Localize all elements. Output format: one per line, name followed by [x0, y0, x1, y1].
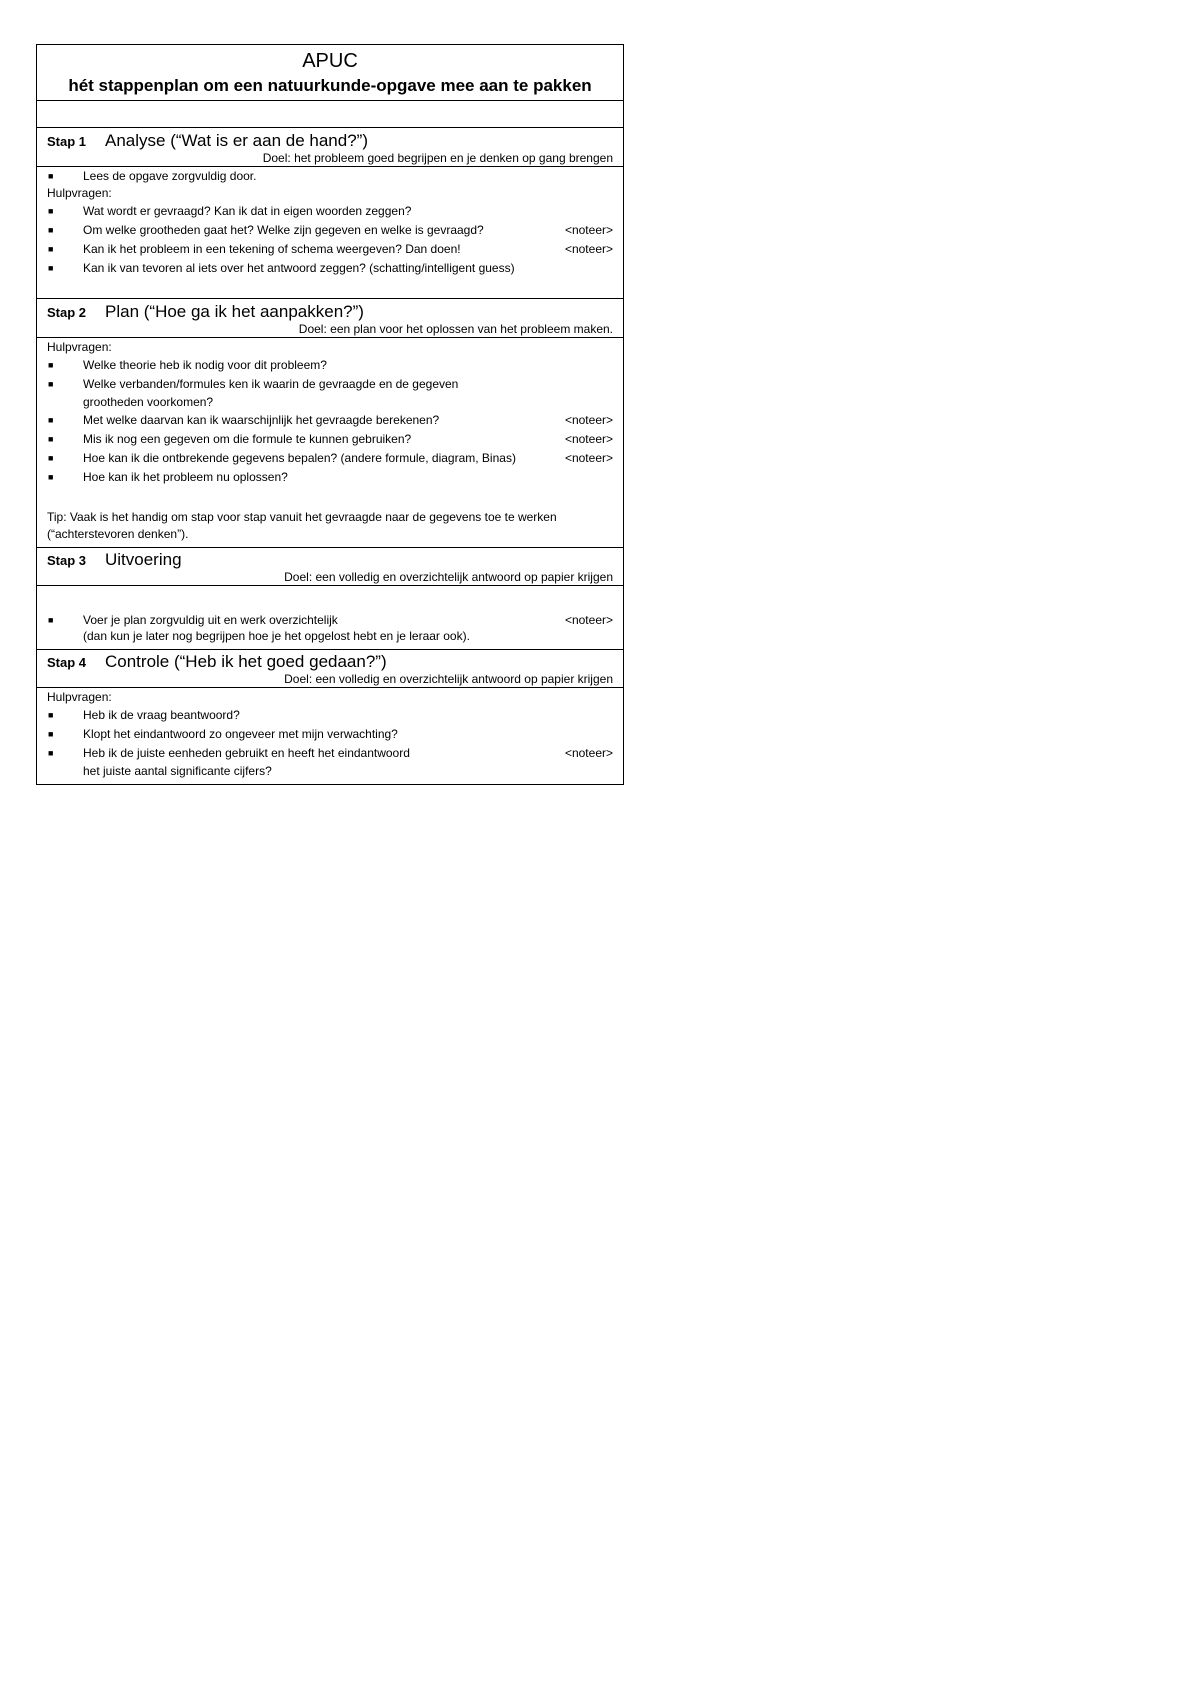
list-item: ■ Heb ik de vraag beantwoord?: [47, 706, 613, 725]
bullet-icon: ■: [48, 472, 54, 482]
step-goal: Doel: een volledig en overzichtelijk antwoord op papier krijgen: [284, 570, 613, 584]
step-number: Stap 4: [47, 655, 87, 670]
bullet-icon: ■: [48, 615, 54, 625]
note-tag: <noteer>: [564, 613, 613, 627]
bullet-icon: ■: [48, 729, 54, 739]
step-goal: Doel: een volledig en overzichtelijk antwoord op papier krijgen: [284, 672, 613, 686]
document-title: APUC: [302, 50, 358, 72]
bullet-icon: ■: [48, 206, 54, 216]
step-name: Analyse (“Wat is er aan de hand?”): [105, 131, 368, 150]
list-item: ■ Heb ik de juiste eenheden gebruikt en heeft het eindantwoord <noteer>: [47, 744, 613, 763]
help-questions-label: Hulpvragen:: [47, 340, 112, 354]
list-item: ■ Welke verbanden/formules ken ik waarin de gevraagde en de gegeven: [47, 375, 613, 394]
list-item: ■ Om welke grootheden gaat het? Welke zijn gegeven en welke is gevraagd? <noteer>: [47, 221, 613, 240]
bullet-icon: ■: [48, 171, 54, 181]
list-item: ■ Lees de opgave zorgvuldig door.: [48, 169, 257, 183]
step-goal: Doel: het probleem goed begrijpen en je denken op gang brengen: [262, 151, 613, 165]
bullet-icon: ■: [48, 225, 54, 235]
step-name: Uitvoering: [105, 550, 182, 569]
list-item: ■ Mis ik nog een gegeven om die formule te kunnen gebruiken? <noteer>: [47, 430, 613, 449]
note-tag: <noteer>: [564, 746, 613, 760]
bullet-icon: ■: [48, 379, 54, 389]
list-item-continuation: (dan kun je later nog begrijpen hoe je het opgelost hebt en je leraar ook).: [83, 629, 470, 643]
bullet-icon: ■: [48, 453, 54, 463]
step-number: Stap 2: [47, 305, 87, 320]
step-3-body: [37, 586, 623, 650]
list-item: ■ Voer je plan zorgvuldig uit en werk overzichtelijk <noteer>: [48, 613, 613, 627]
step-4-header: [37, 650, 623, 688]
note-tag: <noteer>: [564, 413, 613, 427]
list-item: ■ Met welke daarvan kan ik waarschijnlijk het gevraagde berekenen? <noteer>: [47, 411, 613, 430]
step-name: Controle (“Heb ik het goed gedaan?”): [105, 652, 387, 671]
step-1-body: [37, 167, 623, 299]
step-1-header: [37, 128, 623, 167]
bullet-icon: ■: [48, 415, 54, 425]
bullet-icon: ■: [48, 434, 54, 444]
step-name: Plan (“Hoe ga ik het aanpakken?”): [105, 302, 364, 321]
list-item: ■ Hoe kan ik die ontbrekende gegevens bepalen? (andere formule, diagram, Binas) <noteer>: [47, 449, 613, 468]
apuc-document: [36, 44, 624, 785]
document-subtitle: hét stappenplan om een natuurkunde-opgave mee aan te pakken: [68, 76, 592, 95]
note-tag: <noteer>: [564, 242, 613, 256]
empty-row: [37, 101, 623, 128]
step-2-header: [37, 299, 623, 338]
help-questions-label: Hulpvragen:: [47, 690, 112, 704]
note-tag: <noteer>: [564, 223, 613, 237]
step-2-body: [37, 338, 623, 548]
bullet-icon: ■: [48, 244, 54, 254]
list-item: ■ Kan ik het probleem in een tekening of schema weergeven? Dan doen! <noteer>: [47, 240, 613, 259]
list-item-continuation: het juiste aantal significante cijfers?: [83, 764, 272, 778]
step-4-body: [37, 688, 623, 784]
bullet-icon: ■: [48, 263, 54, 273]
step-goal: Doel: een plan voor het oplossen van het probleem maken.: [298, 322, 613, 336]
step-3-header: [37, 548, 623, 586]
note-tag: <noteer>: [564, 451, 613, 465]
help-questions-label: Hulpvragen:: [47, 186, 112, 200]
bullet-icon: ■: [48, 360, 54, 370]
list-item: ■ Welke theorie heb ik nodig voor dit probleem?: [47, 356, 613, 375]
tip-text: Tip: Vaak is het handig om stap voor stap vanuit het gevraagde naar de gegevens toe te werken (“achterstevoren denken”).: [47, 510, 557, 541]
title-block: [37, 45, 623, 101]
bullet-icon: ■: [48, 710, 54, 720]
list-item: ■ Hoe kan ik het probleem nu oplossen?: [47, 468, 613, 487]
bullet-icon: ■: [48, 748, 54, 758]
list-item: ■ Kan ik van tevoren al iets over het antwoord zeggen? (schatting/intelligent guess): [47, 259, 613, 278]
list-item: ■ Wat wordt er gevraagd? Kan ik dat in eigen woorden zeggen?: [47, 202, 613, 221]
list-item: ■ Klopt het eindantwoord zo ongeveer met mijn verwachting?: [47, 725, 613, 744]
step-number: Stap 1: [47, 134, 87, 149]
note-tag: <noteer>: [564, 432, 613, 446]
step-number: Stap 3: [47, 553, 87, 568]
list-item-continuation: grootheden voorkomen?: [83, 395, 214, 409]
